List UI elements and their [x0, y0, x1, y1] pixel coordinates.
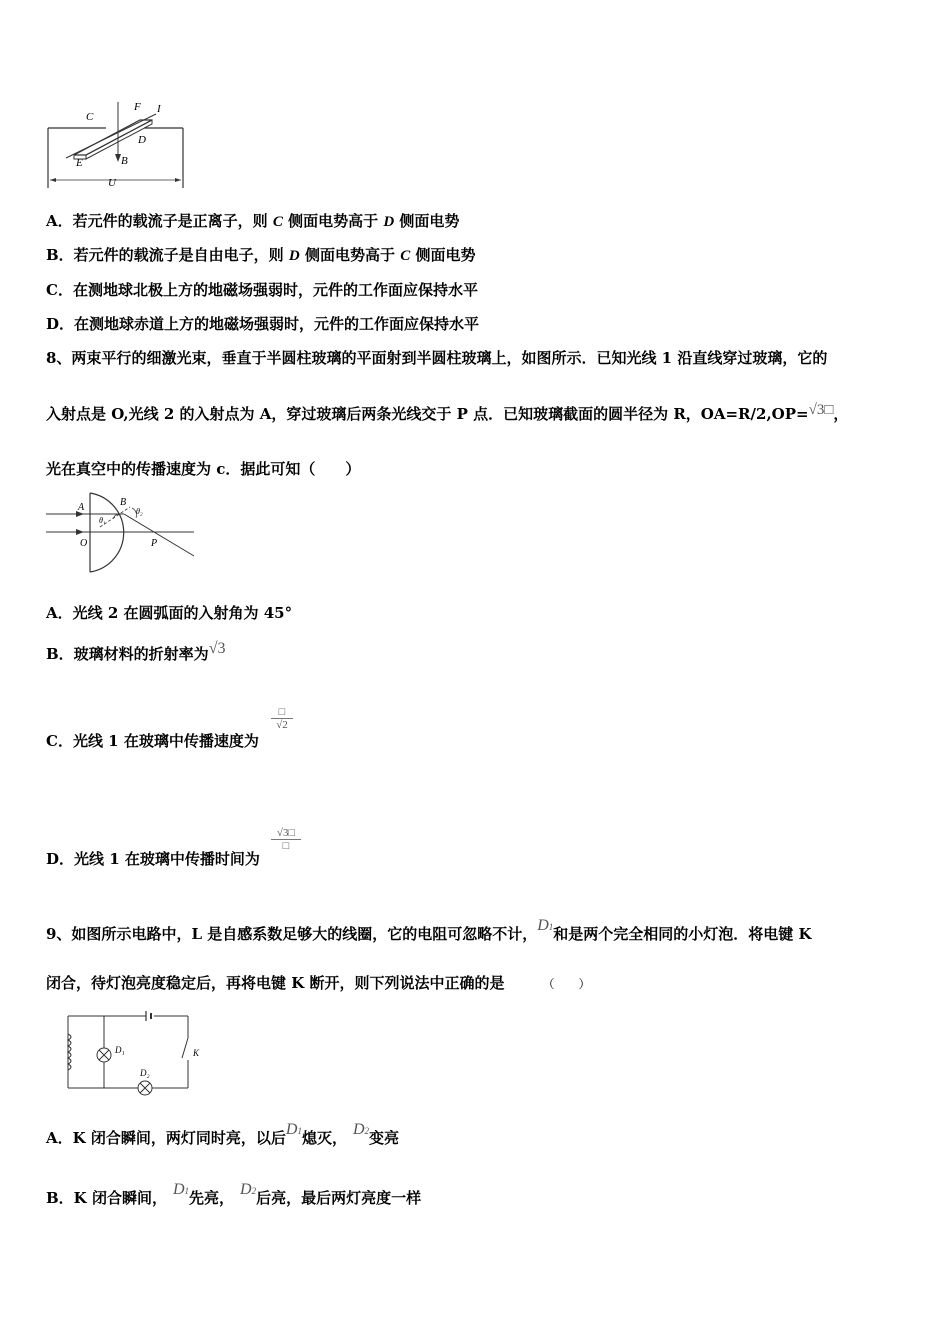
- q8-option-a: A．光线 2 在圆弧面的入射角为 45°: [46, 604, 293, 622]
- q8-option-b: B．玻璃材料的折射率为√3: [46, 640, 226, 663]
- q9-option-a: A．K 闭合瞬间，两灯同时亮，以后D1熄灭， D2变亮: [46, 1121, 400, 1147]
- q7-option-c: C．在测地球北极上方的地磁场强弱时，元件的工作面应保持水平: [46, 281, 478, 299]
- label-D2: D₂: [140, 1068, 150, 1078]
- q9-stem-line1: 9、如图所示电路中，L 是自感系数足够大的线圈，它的电阻可忽略不计，D1和是两个完全相同的小灯泡．将电键 K: [46, 917, 812, 943]
- label-I: I: [157, 103, 161, 115]
- semicircle-glass-figure: [44, 490, 196, 575]
- label-D1: D₁: [115, 1045, 125, 1055]
- q8-option-c: C．光线 1 在玻璃中传播速度为: [46, 732, 259, 750]
- q9-stem-line2: 闭合，待灯泡亮度稳定后，再将电键 K 断开，则下列说法中正确的是 （ ）: [46, 974, 591, 992]
- label-O: O: [80, 538, 88, 549]
- label-A: A: [78, 502, 85, 513]
- label-D: D: [138, 134, 146, 146]
- label-K: K: [193, 1048, 200, 1058]
- q8-stem-line2: 入射点是 O,光线 2 的入射点为 A，穿过玻璃后两条光线交于 P 点．已知玻璃截面的圆半径为 R，OA=R/2,OP=√3□，: [46, 402, 849, 423]
- q7-option-b: B．若元件的载流子是自由电子，则 D 侧面电势高于 C 侧面电势: [46, 246, 476, 264]
- q8-stem-line1: 8、两束平行的细激光束，垂直于半圆柱玻璃的平面射到半圆柱玻璃上，如图所示．已知光线 1 沿直线穿过玻璃，它的: [46, 349, 828, 367]
- q7-option-d: D．在测地球赤道上方的地磁场强弱时，元件的工作面应保持水平: [46, 315, 480, 333]
- label-U: U: [108, 177, 116, 189]
- label-E: E: [76, 157, 83, 169]
- label-theta2: θ₂: [136, 507, 143, 516]
- label-B: B: [120, 497, 127, 508]
- q9-option-b: B．K 闭合瞬间， D1先亮， D2后亮，最后两灯亮度一样: [46, 1181, 422, 1207]
- label-P: P: [151, 538, 158, 549]
- q7-option-a: A．若元件的载流子是正离子，则 C 侧面电势高于 D 侧面电势: [46, 212, 460, 230]
- q8-option-d-fraction: √3□ □: [271, 827, 301, 852]
- circuit-figure: [60, 1008, 210, 1096]
- q8-option-c-fraction: □ √2: [271, 706, 293, 731]
- q8-option-d: D．光线 1 在玻璃中传播时间为: [46, 850, 260, 868]
- label-F: F: [134, 101, 141, 113]
- label-B: B: [121, 155, 128, 167]
- q8-stem-line3: 光在真空中的传播速度为 c．据此可知（ ）: [46, 460, 361, 478]
- label-theta1: θ₁: [99, 516, 106, 525]
- label-C: C: [86, 111, 94, 123]
- hall-element-figure: [44, 100, 189, 192]
